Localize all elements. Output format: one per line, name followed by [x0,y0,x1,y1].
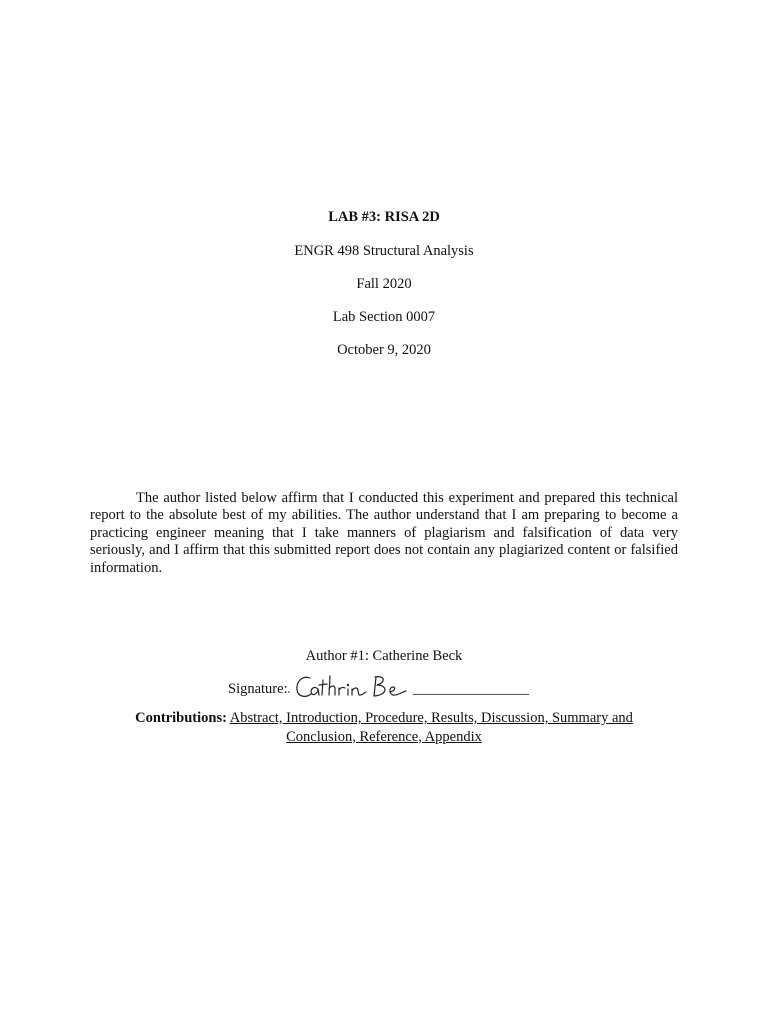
report-title: LAB #3: RISA 2D [328,209,440,225]
contributions-label: Contributions: [135,710,227,726]
course-name: ENGR 498 Structural Analysis [294,243,474,259]
contributions-list: Abstract, Introduction, Procedure, Results, Discussion, Summary and Conclusion, Reference, Appendix [229,710,633,745]
term: Fall 2020 [356,276,412,292]
signature-row [0,672,768,702]
signature-dots: . [287,681,291,697]
signature-label: Signature: [228,681,288,697]
handwritten-signature [294,672,412,702]
author-line: Author #1: Catherine Beck [305,648,463,664]
report-date: October 9, 2020 [337,342,431,358]
lab-section: Lab Section 0007 [332,309,436,325]
integrity-statement: The author listed below affirm that I conducted this experiment and prepared this technical report to the absolute best of my abilities. The author understand that I am preparing to become a practicing engineer meaning that I take manners of plagiarism and falsification of data very seriously, and I affirm that this submitted report does not contain any plagiarized content or falsified information. [90,489,678,576]
contributions-block [110,709,658,746]
signature-blank-line: ________________ [413,681,529,697]
